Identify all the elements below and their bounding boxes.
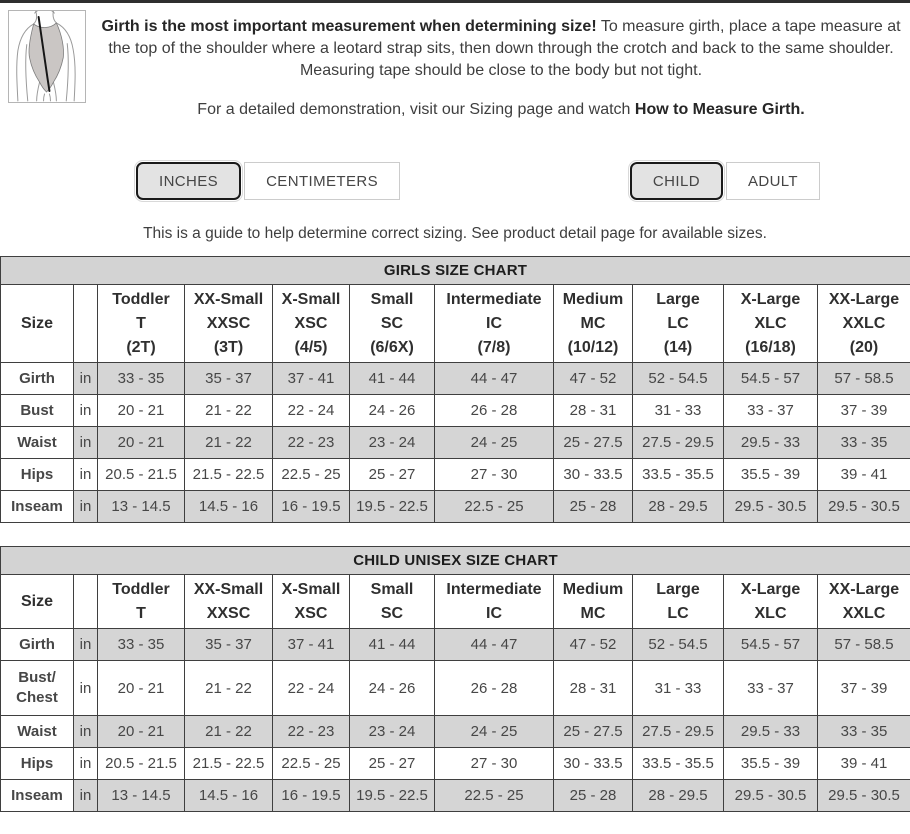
table-row-girth bbox=[1, 363, 910, 395]
value-cell: 57 - 58.5 bbox=[818, 363, 910, 395]
value-cell: 24 - 26 bbox=[350, 395, 435, 427]
size-range: (7/8) bbox=[477, 338, 511, 356]
column-header-size: Size bbox=[1, 285, 74, 363]
value-cell: 22.5 - 25 bbox=[435, 780, 554, 812]
value-cell: 27 - 30 bbox=[435, 459, 554, 491]
value-cell: 29.5 - 30.5 bbox=[724, 491, 818, 523]
value-cell: 29.5 - 33 bbox=[724, 716, 818, 748]
girth-measure-diagram bbox=[9, 11, 85, 102]
inches-button[interactable]: INCHES bbox=[136, 162, 241, 200]
size-name: X-Small bbox=[281, 580, 341, 598]
units-toggle-group bbox=[136, 162, 400, 200]
size-range: (2T) bbox=[126, 338, 156, 356]
row-label: Girth bbox=[1, 363, 74, 395]
value-cell: 57 - 58.5 bbox=[818, 629, 910, 661]
value-cell: 23 - 24 bbox=[350, 427, 435, 459]
value-cell: 20.5 - 21.5 bbox=[98, 748, 185, 780]
table-row-bust-chest bbox=[1, 661, 910, 716]
table-row-bust bbox=[1, 395, 910, 427]
value-cell: 23 - 24 bbox=[350, 716, 435, 748]
size-name: XX-Large bbox=[828, 580, 900, 598]
size-name: Large bbox=[656, 290, 700, 308]
value-cell: 35.5 - 39 bbox=[724, 459, 818, 491]
value-cell: 21.5 - 22.5 bbox=[185, 459, 273, 491]
value-cell: 30 - 33.5 bbox=[554, 748, 633, 780]
size-code: XXLC bbox=[842, 604, 886, 622]
table-row-waist bbox=[1, 716, 910, 748]
row-label: Inseam bbox=[1, 780, 74, 812]
centimeters-button[interactable]: CENTIMETERS bbox=[244, 162, 400, 200]
value-cell: 29.5 - 33 bbox=[724, 427, 818, 459]
value-cell: 21.5 - 22.5 bbox=[185, 748, 273, 780]
unit-cell: in bbox=[74, 459, 98, 491]
size-range: (4/5) bbox=[294, 338, 328, 356]
size-name: Toddler bbox=[112, 290, 170, 308]
girls-chart-header-row bbox=[1, 285, 910, 363]
size-range: (16/18) bbox=[745, 338, 796, 356]
value-cell: 44 - 47 bbox=[435, 363, 554, 395]
girth-instructions bbox=[100, 16, 902, 82]
size-code: XLC bbox=[754, 314, 787, 332]
value-cell: 25 - 27.5 bbox=[554, 716, 633, 748]
size-range: (20) bbox=[849, 338, 879, 356]
row-label: Bust/ Chest bbox=[1, 661, 74, 716]
value-cell: 33 - 35 bbox=[98, 629, 185, 661]
column-header-xsmall bbox=[273, 285, 350, 363]
unit-cell: in bbox=[74, 491, 98, 523]
value-cell: 33.5 - 35.5 bbox=[633, 459, 724, 491]
girth-instructions-body: To measure girth, place a tape measure at the top of the shoulder where a leotard strap sits, then down through the crotch and back to the same shoulder. Measuring tape should be close to the body but not tight. bbox=[108, 18, 901, 79]
size-name: Medium bbox=[562, 290, 624, 308]
row-label: Inseam bbox=[1, 491, 74, 523]
value-cell: 35.5 - 39 bbox=[724, 748, 818, 780]
column-header-unit bbox=[74, 285, 98, 363]
size-name: XX-Small bbox=[193, 580, 264, 598]
value-cell: 44 - 47 bbox=[435, 629, 554, 661]
value-cell: 22.5 - 25 bbox=[273, 748, 350, 780]
size-code: XXLC bbox=[842, 314, 886, 332]
table-row-hips bbox=[1, 459, 910, 491]
value-cell: 39 - 41 bbox=[818, 459, 910, 491]
size-code: LC bbox=[667, 314, 689, 332]
value-cell: 21 - 22 bbox=[185, 427, 273, 459]
unit-cell: in bbox=[74, 748, 98, 780]
value-cell: 28 - 29.5 bbox=[633, 780, 724, 812]
intro-section bbox=[0, 3, 910, 121]
value-cell: 33.5 - 35.5 bbox=[633, 748, 724, 780]
size-name: XX-Small bbox=[193, 290, 264, 308]
girth-instructions-bold: Girth is the most important measurement when determining size! bbox=[101, 18, 597, 35]
column-header-toddler bbox=[98, 575, 185, 629]
size-code: XSC bbox=[294, 314, 328, 332]
column-header-small bbox=[350, 285, 435, 363]
size-code: IC bbox=[486, 314, 502, 332]
unit-cell: in bbox=[74, 661, 98, 716]
value-cell: 20 - 21 bbox=[98, 661, 185, 716]
column-header-intermediate bbox=[435, 285, 554, 363]
size-code: XSC bbox=[294, 604, 328, 622]
value-cell: 20.5 - 21.5 bbox=[98, 459, 185, 491]
value-cell: 37 - 39 bbox=[818, 661, 910, 716]
column-header-large bbox=[633, 575, 724, 629]
girls-size-chart bbox=[0, 256, 910, 523]
value-cell: 28 - 31 bbox=[554, 661, 633, 716]
value-cell: 37 - 41 bbox=[273, 363, 350, 395]
size-code: XXSC bbox=[206, 604, 251, 622]
value-cell: 20 - 21 bbox=[98, 395, 185, 427]
value-cell: 52 - 54.5 bbox=[633, 629, 724, 661]
column-header-unit bbox=[74, 575, 98, 629]
column-header-medium bbox=[554, 285, 633, 363]
value-cell: 52 - 54.5 bbox=[633, 363, 724, 395]
value-cell: 19.5 - 22.5 bbox=[350, 780, 435, 812]
demo-prefix: For a detailed demonstration, visit our Sizing page and watch bbox=[197, 101, 631, 118]
column-header-toddler bbox=[98, 285, 185, 363]
size-name: Large bbox=[656, 580, 700, 598]
value-cell: 22 - 23 bbox=[273, 716, 350, 748]
value-cell: 54.5 - 57 bbox=[724, 629, 818, 661]
value-cell: 37 - 39 bbox=[818, 395, 910, 427]
unisex-chart-header-row bbox=[1, 575, 910, 629]
table-row-hips bbox=[1, 748, 910, 780]
size-name: X-Large bbox=[740, 580, 801, 598]
column-header-xlarge bbox=[724, 285, 818, 363]
table-row-inseam bbox=[1, 491, 910, 523]
value-cell: 13 - 14.5 bbox=[98, 491, 185, 523]
child-unisex-size-chart bbox=[0, 546, 910, 812]
size-name: X-Large bbox=[740, 290, 801, 308]
row-label: Bust bbox=[1, 395, 74, 427]
column-header-xxlarge bbox=[818, 285, 910, 363]
value-cell: 25 - 27 bbox=[350, 459, 435, 491]
value-cell: 54.5 - 57 bbox=[724, 363, 818, 395]
size-range: (6/6X) bbox=[370, 338, 414, 356]
adult-button[interactable]: ADULT bbox=[726, 162, 820, 200]
size-code: LC bbox=[667, 604, 689, 622]
demo-line bbox=[100, 99, 902, 121]
value-cell: 25 - 27.5 bbox=[554, 427, 633, 459]
unit-cell: in bbox=[74, 629, 98, 661]
column-header-xsmall bbox=[273, 575, 350, 629]
size-name: Small bbox=[370, 580, 414, 598]
value-cell: 33 - 35 bbox=[818, 716, 910, 748]
sizing-guide-note: This is a guide to help determine correct sizing. See product detail page for available sizes. bbox=[143, 225, 767, 242]
size-name: Small bbox=[370, 290, 414, 308]
value-cell: 14.5 - 16 bbox=[185, 780, 273, 812]
value-cell: 20 - 21 bbox=[98, 716, 185, 748]
demo-link-text[interactable]: How to Measure Girth. bbox=[634, 101, 805, 118]
value-cell: 30 - 33.5 bbox=[554, 459, 633, 491]
column-header-xlarge bbox=[724, 575, 818, 629]
value-cell: 27.5 - 29.5 bbox=[633, 427, 724, 459]
size-code: IC bbox=[486, 604, 502, 622]
value-cell: 22 - 23 bbox=[273, 427, 350, 459]
size-name: Intermediate bbox=[446, 580, 542, 598]
unit-cell: in bbox=[74, 780, 98, 812]
value-cell: 28 - 31 bbox=[554, 395, 633, 427]
value-cell: 33 - 35 bbox=[98, 363, 185, 395]
row-label: Girth bbox=[1, 629, 74, 661]
value-cell: 21 - 22 bbox=[185, 395, 273, 427]
size-code: T bbox=[136, 604, 146, 622]
size-name: Intermediate bbox=[446, 290, 542, 308]
column-header-xxsmall bbox=[185, 575, 273, 629]
value-cell: 21 - 22 bbox=[185, 716, 273, 748]
row-label: Waist bbox=[1, 427, 74, 459]
size-name: Medium bbox=[562, 580, 624, 598]
value-cell: 33 - 37 bbox=[724, 661, 818, 716]
value-cell: 25 - 28 bbox=[554, 491, 633, 523]
value-cell: 27.5 - 29.5 bbox=[633, 716, 724, 748]
column-header-size: Size bbox=[1, 575, 74, 629]
value-cell: 25 - 27 bbox=[350, 748, 435, 780]
age-toggle-group bbox=[630, 162, 820, 200]
value-cell: 35 - 37 bbox=[185, 629, 273, 661]
size-name: XX-Large bbox=[828, 290, 900, 308]
column-header-small bbox=[350, 575, 435, 629]
leotard-illustration bbox=[8, 10, 86, 103]
column-header-intermediate bbox=[435, 575, 554, 629]
column-header-xxlarge bbox=[818, 575, 910, 629]
size-code: XXSC bbox=[206, 314, 251, 332]
column-header-large bbox=[633, 285, 724, 363]
value-cell: 27 - 30 bbox=[435, 748, 554, 780]
value-cell: 39 - 41 bbox=[818, 748, 910, 780]
value-cell: 33 - 37 bbox=[724, 395, 818, 427]
column-header-medium bbox=[554, 575, 633, 629]
value-cell: 22 - 24 bbox=[273, 661, 350, 716]
value-cell: 35 - 37 bbox=[185, 363, 273, 395]
row-label: Hips bbox=[1, 748, 74, 780]
value-cell: 47 - 52 bbox=[554, 629, 633, 661]
size-name: X-Small bbox=[281, 290, 341, 308]
value-cell: 24 - 25 bbox=[435, 427, 554, 459]
value-cell: 31 - 33 bbox=[633, 395, 724, 427]
column-header-xxsmall bbox=[185, 285, 273, 363]
value-cell: 22.5 - 25 bbox=[273, 459, 350, 491]
value-cell: 29.5 - 30.5 bbox=[818, 491, 910, 523]
value-cell: 14.5 - 16 bbox=[185, 491, 273, 523]
row-label: Hips bbox=[1, 459, 74, 491]
value-cell: 29.5 - 30.5 bbox=[818, 780, 910, 812]
size-code: XLC bbox=[754, 604, 787, 622]
girls-chart-title: GIRLS SIZE CHART bbox=[1, 257, 910, 285]
table-row-inseam bbox=[1, 780, 910, 812]
size-code: SC bbox=[380, 604, 404, 622]
value-cell: 31 - 33 bbox=[633, 661, 724, 716]
unit-cell: in bbox=[74, 427, 98, 459]
size-range: (14) bbox=[663, 338, 693, 356]
size-range: (3T) bbox=[213, 338, 244, 356]
unit-cell: in bbox=[74, 363, 98, 395]
value-cell: 41 - 44 bbox=[350, 363, 435, 395]
value-cell: 37 - 41 bbox=[273, 629, 350, 661]
row-label: Waist bbox=[1, 716, 74, 748]
size-code: SC bbox=[380, 314, 404, 332]
unit-cell: in bbox=[74, 395, 98, 427]
unisex-chart-title: CHILD UNISEX SIZE CHART bbox=[1, 547, 910, 575]
value-cell: 21 - 22 bbox=[185, 661, 273, 716]
value-cell: 24 - 26 bbox=[350, 661, 435, 716]
unit-cell: in bbox=[74, 716, 98, 748]
table-row-girth bbox=[1, 629, 910, 661]
value-cell: 41 - 44 bbox=[350, 629, 435, 661]
size-code: T bbox=[136, 314, 146, 332]
value-cell: 20 - 21 bbox=[98, 427, 185, 459]
value-cell: 33 - 35 bbox=[818, 427, 910, 459]
value-cell: 26 - 28 bbox=[435, 395, 554, 427]
toggle-bar bbox=[136, 162, 820, 200]
value-cell: 13 - 14.5 bbox=[98, 780, 185, 812]
size-range: (10/12) bbox=[567, 338, 619, 356]
value-cell: 24 - 25 bbox=[435, 716, 554, 748]
size-code: MC bbox=[580, 604, 606, 622]
size-name: Toddler bbox=[112, 580, 170, 598]
size-code: MC bbox=[580, 314, 606, 332]
table-row-waist bbox=[1, 427, 910, 459]
value-cell: 16 - 19.5 bbox=[273, 491, 350, 523]
value-cell: 28 - 29.5 bbox=[633, 491, 724, 523]
value-cell: 22 - 24 bbox=[273, 395, 350, 427]
value-cell: 29.5 - 30.5 bbox=[724, 780, 818, 812]
value-cell: 22.5 - 25 bbox=[435, 491, 554, 523]
value-cell: 26 - 28 bbox=[435, 661, 554, 716]
value-cell: 19.5 - 22.5 bbox=[350, 491, 435, 523]
value-cell: 47 - 52 bbox=[554, 363, 633, 395]
value-cell: 25 - 28 bbox=[554, 780, 633, 812]
value-cell: 16 - 19.5 bbox=[273, 780, 350, 812]
child-button[interactable]: CHILD bbox=[630, 162, 723, 200]
